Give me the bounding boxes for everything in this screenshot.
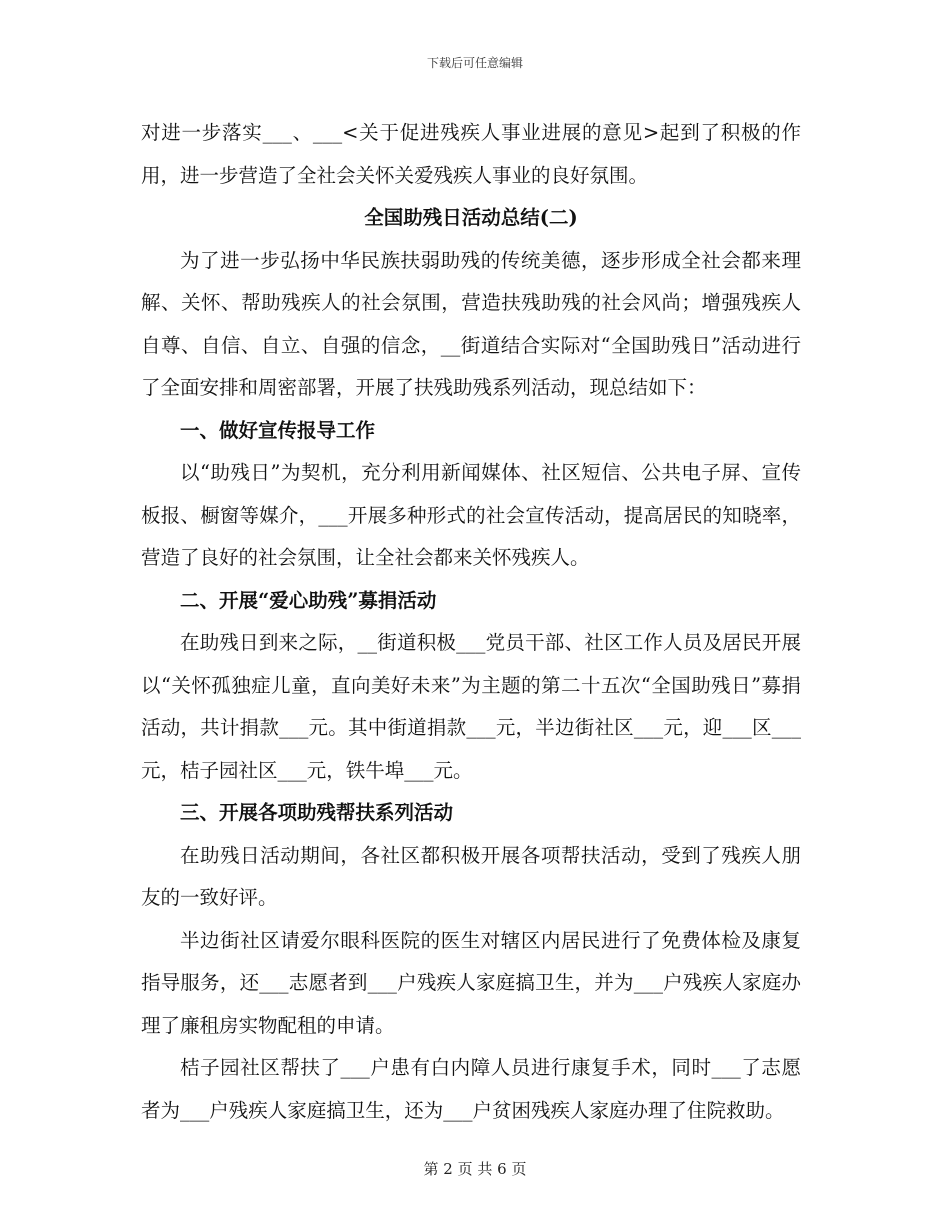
section-heading-1: 一、做好宣传报导工作 — [180, 418, 376, 442]
section-heading-2: 二、开展“爱心助残”募捐活动 — [180, 588, 437, 612]
paragraph-intro: 为了进一步弘扬中华民族扶弱助残的传统美德，逐步形成全社会都来理解、关怀、帮助残疾人的社会氛围，营造扶残助残的社会风尚；增强残疾人自尊、自信、自立、自强的信念，__街道结合实际对“全国助残日”活动进行了全面安排和周密部署，开展了扶残助残系列活动，现总结如下： — [141, 248, 801, 399]
paragraph-publicity: 以“助残日”为契机，充分利用新闻媒体、社区短信、公共电子屏、宣传板报、橱窗等媒介，___开展多种形式的社会宣传活动，提高居民的知晓率，营造了良好的社会氛围，让全社会都来关怀残疾人。 — [141, 461, 801, 569]
document-body — [141, 112, 801, 1132]
paragraph-donation: 在助残日到来之际，__街道积极___党员干部、社区工作人员及居民开展以“关怀孤独症儿童，直向美好未来”为主题的第二十五次“全国助残日”募捐活动，共计捐款___元。其中街道捐款___元，半边街社区___元，迎___区___元，桔子园社区___元，铁牛埠___元。 — [141, 631, 801, 782]
page-footer: 第 2 页 共 6 页 — [423, 1160, 527, 1178]
paragraph-continuation: 对进一步落实___、___<关于促进残疾人事业进展的意见>起到了积极的作用，进一步营造了全社会关怀关爱残疾人事业的良好氛围。 — [141, 121, 801, 187]
page-header: 下载后可任意编辑 — [426, 56, 523, 70]
document-title: 全国助残日活动总结(二) — [364, 206, 578, 229]
paragraph-activities: 在助残日活动期间，各社区都积极开展各项帮扶活动，受到了残疾人朋友的一致好评。 — [141, 843, 801, 909]
paragraph-banbianjie: 半边街社区请爱尔眼科医院的医生对辖区内居民进行了免费体检及康复指导服务，还___志愿者到___户残疾人家庭搞卫生，并为___户残疾人家庭办理了廉租房实物配租的申请。 — [141, 928, 801, 1037]
paragraph-juziyuan: 桔子园社区帮扶了___户患有白内障人员进行康复手术，同时___了志愿者为___户残疾人家庭搞卫生，还为___户贫困残疾人家庭办理了住院救助。 — [141, 1056, 801, 1122]
section-heading-3: 三、开展各项助残帮扶系列活动 — [180, 801, 454, 824]
